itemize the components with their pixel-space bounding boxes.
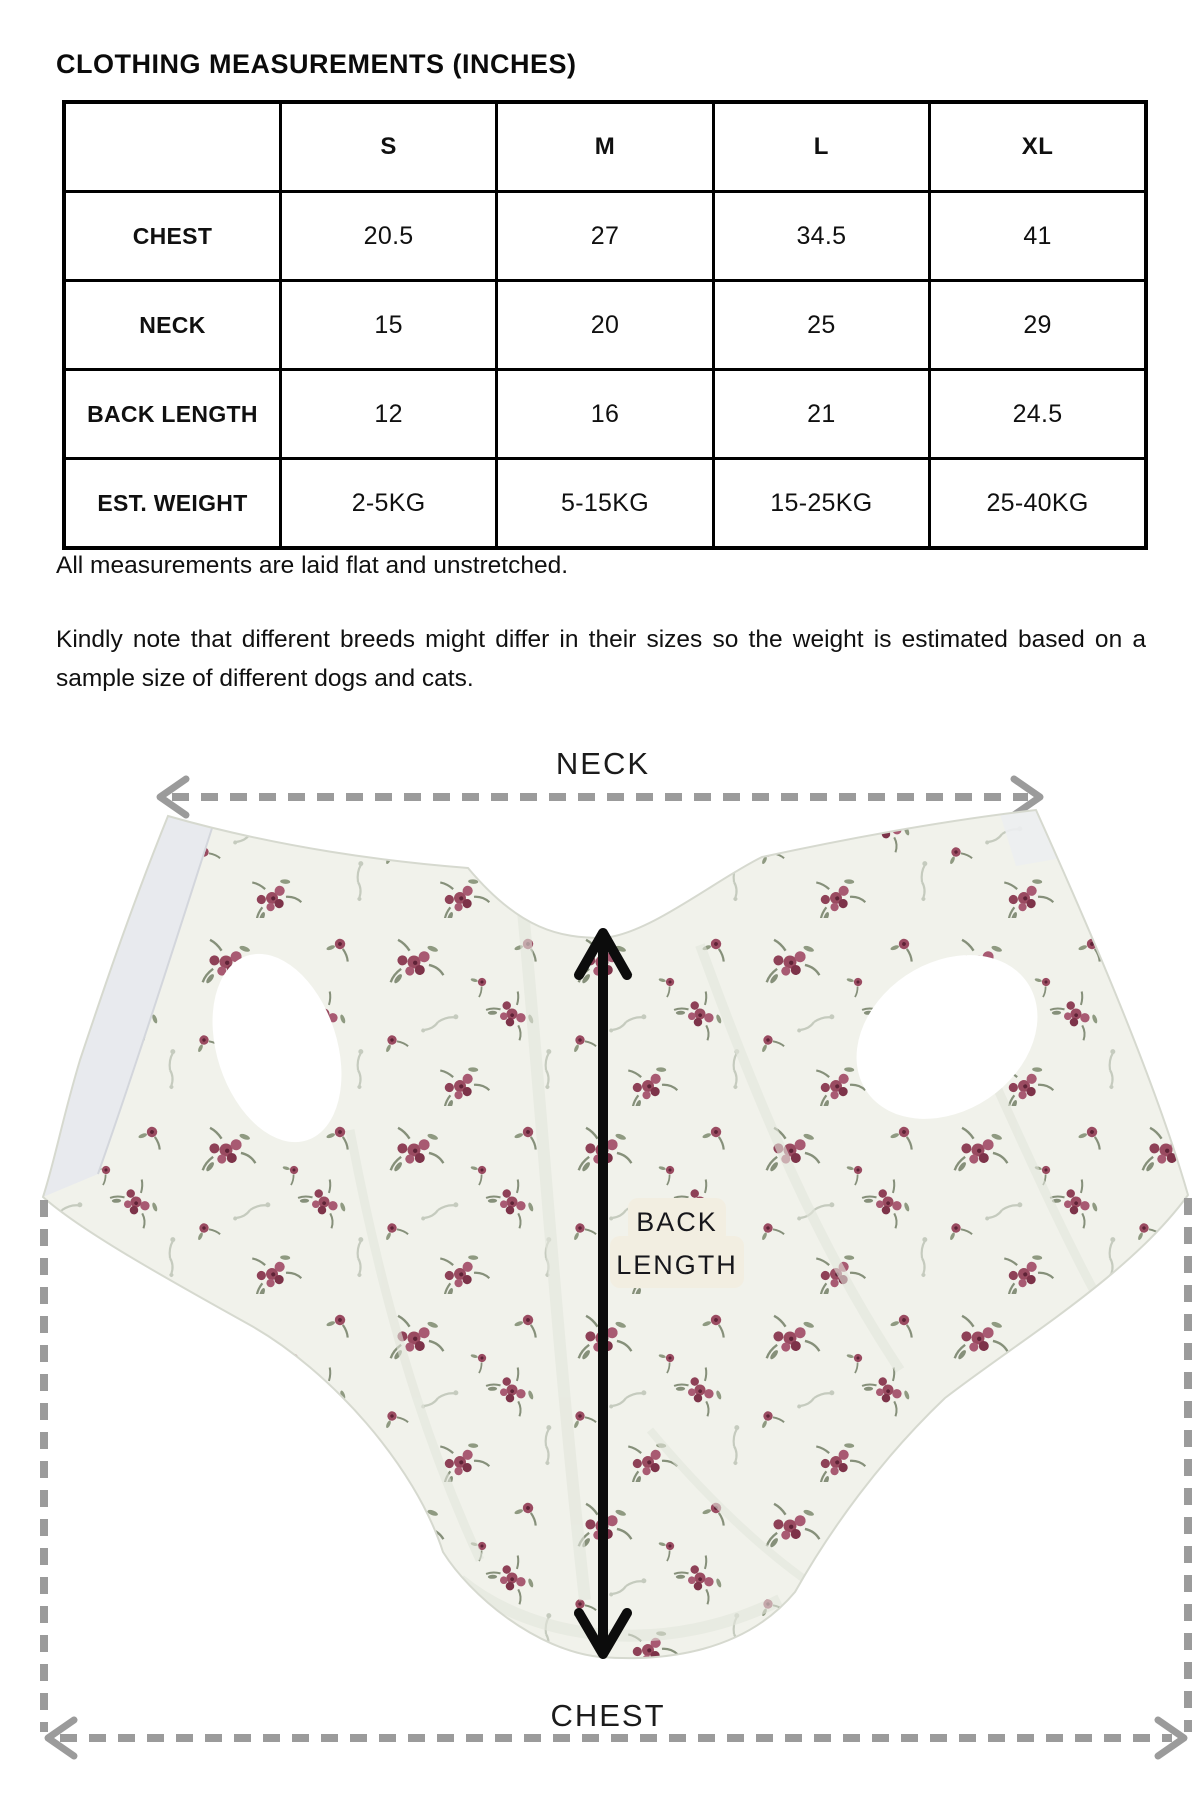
cell: 29 [930,281,1146,370]
cell: 16 [497,370,713,459]
back-length-label-line1: BACK [636,1207,718,1237]
back-length-label-line2: LENGTH [616,1250,738,1280]
size-guide-figure [0,730,1200,1800]
size-col-header: L [713,102,929,192]
size-col-header: XL [930,102,1146,192]
table-header-row [64,102,1146,192]
back-length-sticker [610,1198,744,1288]
cell: 15 [280,281,496,370]
table-row-neck [64,281,1146,370]
cell: 27 [497,192,713,281]
cell: 21 [713,370,929,459]
cell: 20 [497,281,713,370]
row-label: NECK [64,281,280,370]
cell: 15-25KG [713,459,929,549]
row-label: CHEST [64,192,280,281]
measurements-table [62,100,1148,550]
cell: 12 [280,370,496,459]
table-row-est-weight [64,459,1146,549]
cell: 20.5 [280,192,496,281]
corner-cell [64,102,280,192]
page-title: CLOTHING MEASUREMENTS (INCHES) [56,49,577,79]
neck-label: NECK [555,746,651,781]
cell: 5-15KG [497,459,713,549]
neck-measure-arrow-icon [160,779,1040,815]
cell: 24.5 [930,370,1146,459]
size-col-header: S [280,102,496,192]
cell: 41 [930,192,1146,281]
cell: 25-40KG [930,459,1146,549]
chest-label: CHEST [550,1698,666,1733]
breed-weight-note: Kindly note that different breeds might differ in their sizes so the weight is estimated based on a sample size of different dogs and cats. [56,626,1146,692]
row-label: EST. WEIGHT [64,459,280,549]
cell: 34.5 [713,192,929,281]
row-label: BACK LENGTH [64,370,280,459]
table-row-back-length [64,370,1146,459]
cell: 25 [713,281,929,370]
flat-measure-note: All measurements are laid flat and unstretched. [56,552,569,579]
table-row-chest [64,192,1146,281]
garment-photo [43,806,1188,1658]
size-col-header: M [497,102,713,192]
cell: 2-5KG [280,459,496,549]
